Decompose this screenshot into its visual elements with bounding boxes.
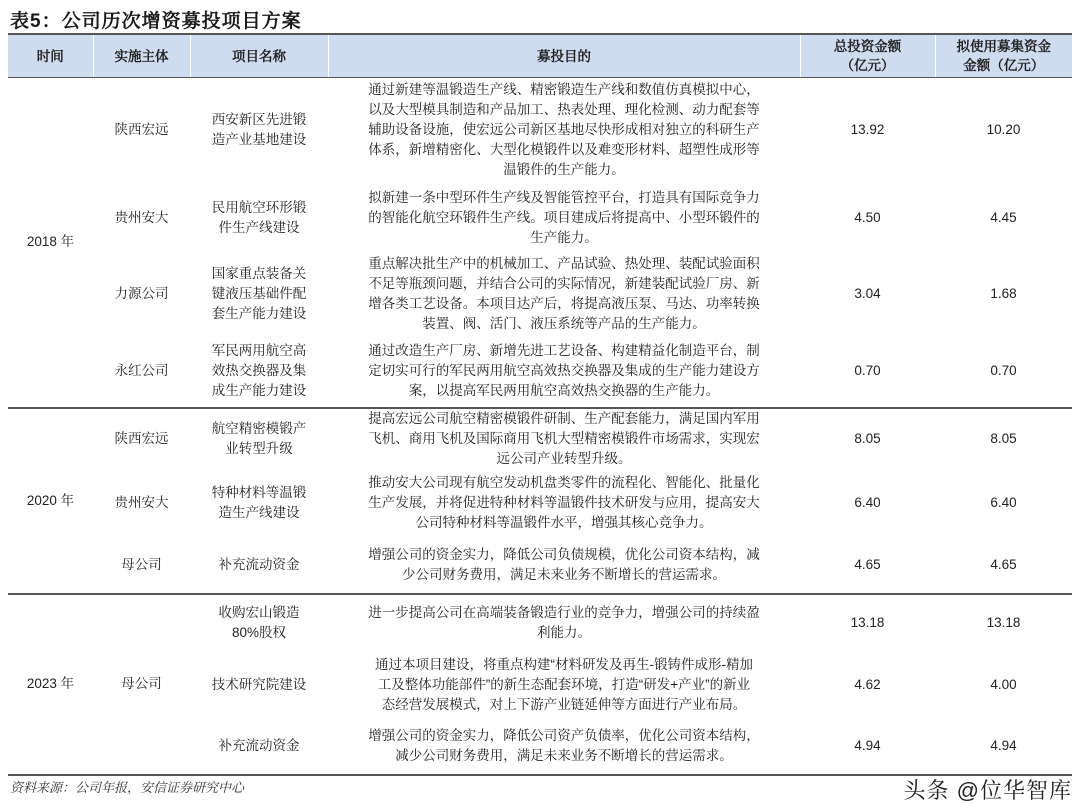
table-row (8, 183, 1072, 253)
header-time: 时间 (8, 34, 93, 78)
raised-cell: 4.94 (935, 719, 1072, 775)
project-cell: 国家重点装备关 键液压基础件配 套生产能力建设 (211, 266, 307, 321)
project-cell: 航空精密模锻产 业转型升级 (211, 420, 307, 456)
purpose-cell: 拟新建一条中型环件生产线及智能管控平台，打造具有国际竞争力 的智能化航空环锻件生产线。项目建成后将提高中、小型环锻件的 生产能力。 (368, 189, 760, 245)
purpose-cell: 通过新建等温锻造生产线、精密锻造生产线和数值仿真模拟中心， 以及大型模具制造和产品加工、热表处理、理化检测、动力配套等 辅助设备设施，使宏远公司新区基地尽快形成相对独立的科研生产 体系，新增精密化、大型化模锻件以及难变形材料、超塑性成形等 温锻件的生产能力。 (368, 82, 760, 178)
table-row (8, 78, 1072, 183)
total-cell: 4.94 (800, 719, 935, 775)
header-total-investment: 总投资金额 （亿元） (800, 34, 935, 78)
raised-cell: 6.40 (990, 494, 1017, 510)
table-row (8, 336, 1072, 408)
year-cell: 2020 年 (8, 408, 93, 594)
raised-cell: 8.05 (990, 430, 1017, 446)
table-container (8, 33, 1072, 803)
project-cell: 补充流动资金 (190, 537, 328, 594)
total-cell: 4.65 (800, 537, 935, 594)
project-cell: 收购宏山锻造 80%股权 (218, 605, 300, 640)
table-row (8, 253, 1072, 336)
header-entity: 实施主体 (93, 34, 190, 78)
entity-cell: 贵州安大 (114, 494, 169, 510)
purpose-cell: 通过改造生产厂房、新增先进工艺设备、构建精益化制造平台，制 定切实可行的军民两用航空高效热交换器及集成的生产能力建设方 案，以提高军民两用航空高效热交换器的生产能力。 (328, 336, 800, 408)
year-cell: 2018 年 (8, 78, 93, 408)
raised-cell: 4.65 (935, 537, 1072, 594)
total-cell: 6.40 (854, 494, 881, 510)
raised-cell: 4.00 (990, 677, 1017, 692)
header-purpose: 募投目的 (328, 34, 800, 78)
purpose-cell: 增强公司的资金实力，降低公司负债规模，优化公司资本结构，减 少公司财务费用，满足未来业务不断增长的营运需求。 (328, 537, 800, 594)
total-cell: 13.92 (850, 122, 885, 138)
project-cell: 特种材料等温锻 造生产线建设 (211, 484, 307, 520)
header-raised-funds: 拟使用募集资金 金额（亿元） (935, 34, 1072, 78)
entity-cell: 陕西宏远 (114, 122, 169, 138)
project-cell: 补充流动资金 (190, 719, 328, 775)
project-cell: 军民两用航空高 效热交换器及集 成生产能力建设 (190, 336, 328, 408)
raised-cell: 13.18 (986, 615, 1021, 630)
total-cell: 4.50 (854, 209, 881, 225)
table-row (8, 537, 1072, 594)
raised-cell: 4.45 (990, 209, 1017, 225)
project-cell: 技术研究院建设 (211, 677, 307, 692)
project-cell: 西安新区先进锻 造产业基地建设 (211, 112, 307, 148)
source-note: 资料来源：公司年报，安信证券研究中心 (10, 779, 245, 795)
entity-cell: 永红公司 (93, 336, 190, 408)
project-cell: 民用航空环形锻 件生产线建设 (211, 199, 307, 235)
total-cell: 4.62 (854, 677, 881, 692)
purpose-cell: 推动安大公司现有航空发动机盘类零件的流程化、智能化、批量化 生产发展，并将促进特种材料等温锻件技术研发与应用，提高安大 公司特种材料等温锻件水平，增强其核心竞争力。 (368, 474, 760, 530)
total-cell: 0.70 (800, 336, 935, 408)
entity-cell: 贵州安大 (114, 209, 169, 225)
year-cell: 2023 年 (8, 594, 93, 775)
table-footer (8, 779, 1072, 803)
purpose-cell: 重点解决批生产中的机械加工、产品试验、热处理、装配试验面积 不足等瓶颈问题，并结合公司的实际情况，新建装配试验厂房、新 增各类工艺设备。本项目达产后，将提高液压泵、马达、功率转换 装置、阀、活门、液压系统等产品的生产能力。 (368, 256, 760, 331)
table-title: 表5：公司历次增资募投项目方案 (10, 11, 302, 32)
watermark: 头条 @位华智库 (903, 777, 1072, 803)
raised-cell: 1.68 (990, 286, 1017, 301)
purpose-cell: 通过本项目建设，将重点构建“材料研发及再生-锻铸件成形-精加 工及整体功能部件”的新生态配套环境，打造“研发+产业”的新业 态经营发展模式，对上下游产业链延伸等方面进行产业布局。 (375, 657, 753, 712)
table-row (8, 594, 1072, 652)
total-cell: 13.18 (850, 615, 885, 630)
total-cell: 3.04 (854, 286, 881, 301)
total-cell: 8.05 (854, 430, 881, 446)
entity-cell: 母公司 (93, 594, 190, 775)
table-row (8, 408, 1072, 469)
purpose-cell: 提高宏远公司航空精密模锻件研制、生产配套能力，满足国内军用 飞机、商用飞机及国际商用飞机大型精密模锻件市场需求，实现宏 远公司产业转型升级。 (368, 410, 760, 466)
entity-cell: 陕西宏远 (114, 430, 169, 446)
purpose-cell: 增强公司的资金实力，降低公司资产负债率，优化公司资本结构， 减少公司财务费用，满足未来业务不断增长的营运需求。 (328, 719, 800, 775)
table-row (8, 469, 1072, 537)
header-project: 项目名称 (190, 34, 328, 78)
entity-cell: 力源公司 (114, 286, 169, 301)
raised-cell: 0.70 (935, 336, 1072, 408)
raised-cell: 10.20 (986, 122, 1021, 138)
purpose-cell: 进一步提高公司在高端装备锻造行业的竞争力，增强公司的持续盈 利能力。 (368, 605, 760, 640)
header-row (8, 34, 1072, 78)
fundraising-projects-table (8, 33, 1072, 776)
entity-cell: 母公司 (93, 537, 190, 594)
